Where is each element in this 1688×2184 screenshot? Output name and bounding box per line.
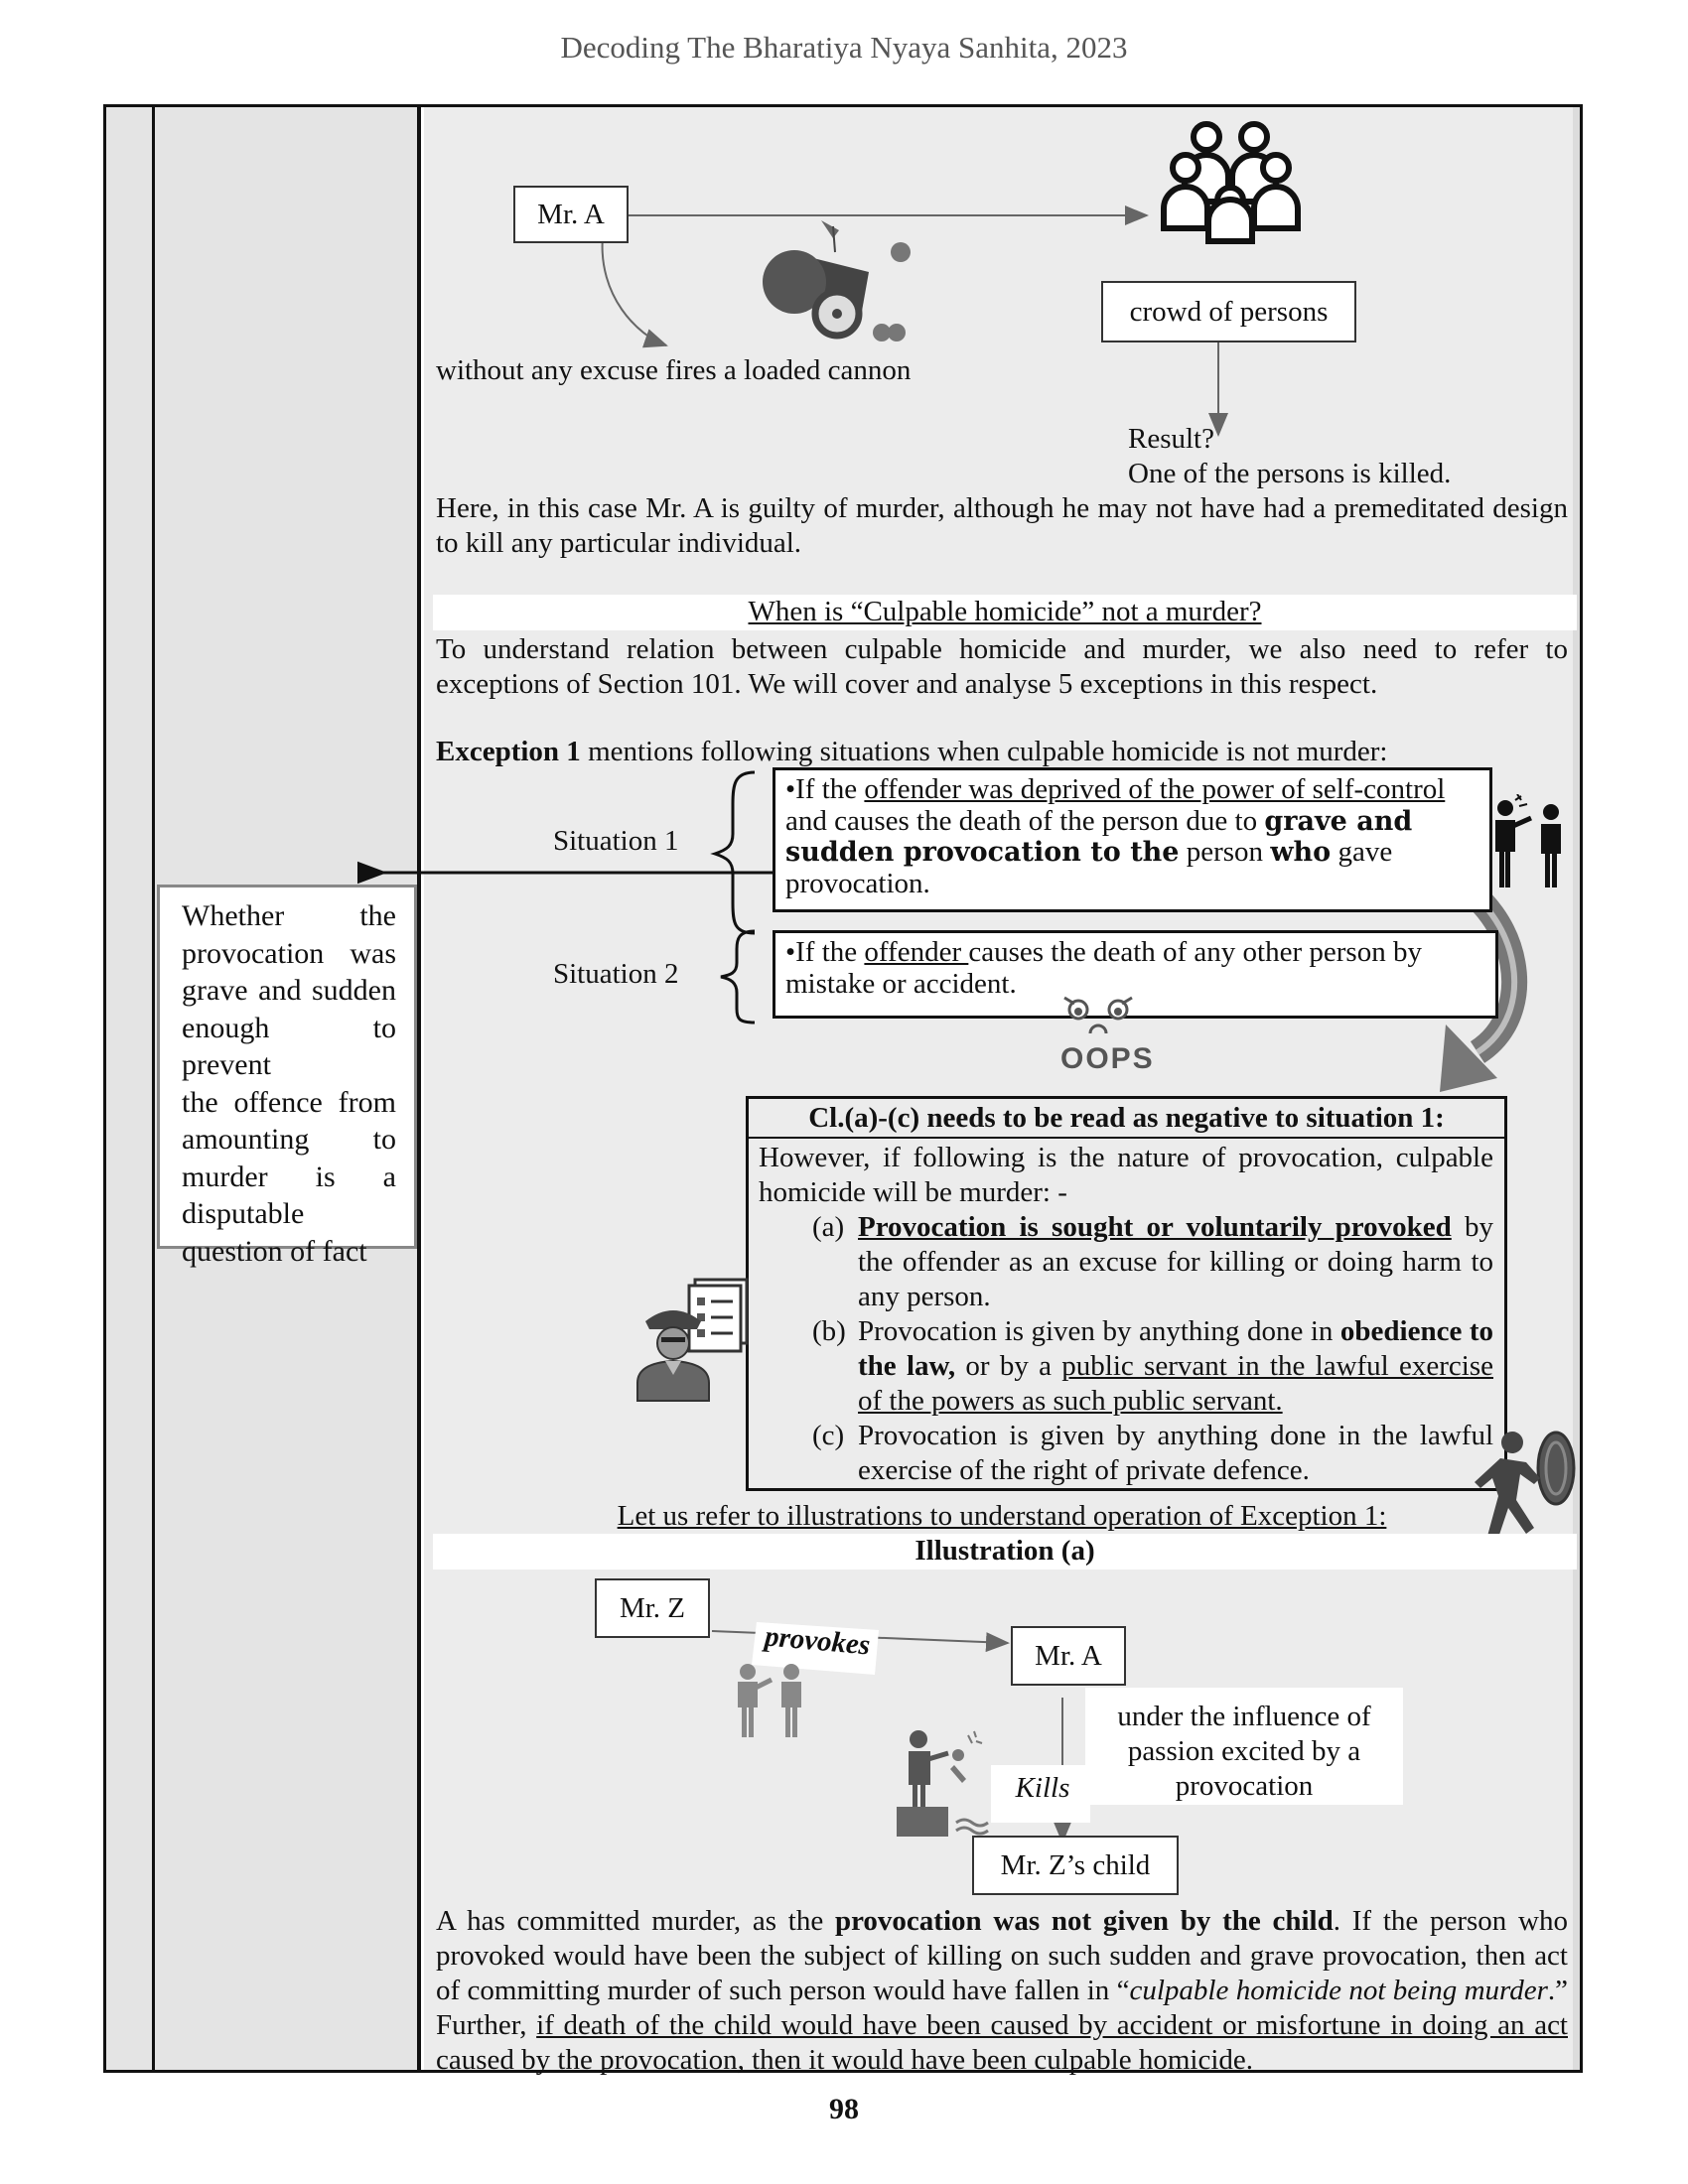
bullet: •If the (785, 936, 865, 968)
child-box: Mr. Z’s child (972, 1836, 1179, 1895)
conclusion-bold: provocation was not given by the child (834, 1905, 1334, 1937)
side-note-line: grave and sudden (182, 974, 396, 1007)
situation-2-text: causes the death of any other person by mistake or accident. (785, 936, 1422, 1000)
conclusion-text: . If the person who provoked would have been the subject of killing on such sudden and grave provocation, then act of committing murder of such person would have fallen in “ (436, 1905, 1568, 2006)
crowd-box: crowd of persons (1101, 281, 1356, 342)
side-note-line: question of fact (182, 1234, 367, 1268)
who-bold: who (1270, 837, 1332, 868)
clause-b-bold: obedience to the law, (858, 1315, 1493, 1382)
brace-situation-2 (721, 931, 755, 1023)
side-note-line: murder is a (182, 1160, 396, 1193)
mr-a-box: Mr. A (513, 186, 629, 243)
grave-provocation: grave and sudden provocation to the (785, 805, 1413, 868)
clause-c (759, 1419, 1493, 1488)
conclusion-text: A has committed murder, as the (436, 1905, 835, 1937)
side-note-line: the offence from (182, 1085, 396, 1119)
cannon-diagram (424, 107, 1580, 484)
conclusion-italic: culpable homicide not being murder (1129, 1975, 1548, 2006)
curved-arrow (603, 236, 666, 345)
clause-label: (c) (812, 1420, 845, 1451)
deprived-phrase: offender was deprived of the power of self-control (864, 773, 1446, 805)
mr-a-illustration-box: Mr. A (1011, 1626, 1126, 1686)
side-note-line: disputable (182, 1197, 305, 1230)
clause-a-bold: Provocation is sought or voluntarily provoked (858, 1211, 1452, 1243)
exception-label: Exception 1 (436, 736, 581, 767)
situation-1-text: and causes the death of the person due to (785, 804, 1265, 837)
oops-label: OOPS (1060, 1042, 1155, 1075)
clause-b-underline: public servant in the lawful exercise of the powers as such public servant. (858, 1350, 1493, 1417)
illustrations-intro-text: Let us refer to illustrations to understand operation of Exception 1: (617, 1500, 1387, 1532)
offender-word: offender (864, 936, 969, 968)
running-header: Decoding The Bharatiya Nyaya Sanhita, 2023 (560, 30, 1128, 65)
situation-1-text: person (1179, 836, 1271, 868)
exceptions-intro: To understand relation between culpable homicide and murder, we also need to refer to exceptions of Section 101. We will cover and analyse 5 exceptions in this respect. (436, 633, 1568, 700)
side-note-line: amounting to (182, 1123, 396, 1156)
situation-1-label: Situation 1 (553, 825, 679, 857)
kills-label: Kills (1015, 1772, 1070, 1804)
side-note-line: enough to prevent (182, 1011, 396, 1081)
negative-box-title: Cl.(a)-(c) needs to be read as negative to situation 1: (749, 1099, 1504, 1139)
side-note-line: provocation was (182, 936, 396, 970)
crowd-icon (1164, 124, 1298, 241)
cannon-action-text: without any excuse fires a loaded cannon (436, 354, 912, 386)
bullet: •If the (785, 773, 865, 805)
side-note-line: Whether the (182, 899, 396, 932)
mr-z-box: Mr. Z (595, 1578, 710, 1638)
conclusion-text: .” Further, (436, 1975, 1569, 2041)
murder-explanation: Here, in this case Mr. A is guilty of murder, although he may not have had a premeditated design to kill any particular individual. (436, 492, 1568, 559)
negative-clauses-box (746, 1096, 1507, 1491)
result-text: One of the persons is killed. (1128, 458, 1452, 489)
oops-face-icon (1053, 988, 1152, 1037)
clause-label: (b) (812, 1315, 846, 1347)
passion-label: under the influence of passion excited by a provocation (1117, 1701, 1371, 1802)
police-officer-icon (633, 1274, 757, 1403)
section-heading (433, 595, 1577, 629)
situation-1-box (773, 767, 1492, 912)
arguing-people-icon (738, 1664, 801, 1737)
exception-text: mentions following situations when culpable homicide is not murder: (580, 736, 1388, 767)
argument-people-icon (1472, 794, 1571, 893)
pushing-child-icon (897, 1730, 988, 1837)
page-number: 98 (829, 2093, 859, 2125)
provokes-label: provokes (763, 1620, 872, 1662)
illustration-title: Illustration (a) (914, 1535, 1095, 1567)
conclusion-underline: if death of the child would have been caused by accident or misfortune in doing an act caused by the provocation, then it would have been culpable homicide. (436, 2009, 1568, 2076)
clause-b-text: or by a (955, 1350, 1062, 1382)
negative-box-body (759, 1141, 1493, 1488)
clause-c-text: Provocation is given by anything done in the lawful exercise of the right of private defence. (858, 1420, 1493, 1486)
illustrations-intro (424, 1499, 1580, 1534)
clause-label: (a) (812, 1211, 845, 1243)
clause-a-text: by the offender as an excuse for killing or doing harm to any person. (858, 1211, 1494, 1312)
result-question: Result? (1128, 423, 1214, 455)
cannon-icon (763, 220, 911, 341)
situation-1-text: gave provocation. (785, 836, 1393, 899)
clause-a (759, 1210, 1493, 1314)
brace-situation-1 (715, 772, 755, 933)
clause-b (759, 1314, 1493, 1419)
situation-2-label: Situation 2 (553, 958, 679, 990)
illustration-conclusion (436, 1904, 1568, 2078)
section-heading-text: When is “Culpable homicide” not a murder? (748, 596, 1262, 627)
negative-intro: However, if following is the nature of provocation, culpable homicide will be murder: - (759, 1142, 1493, 1208)
clause-b-text: Provocation is given by anything done in (858, 1315, 1340, 1347)
